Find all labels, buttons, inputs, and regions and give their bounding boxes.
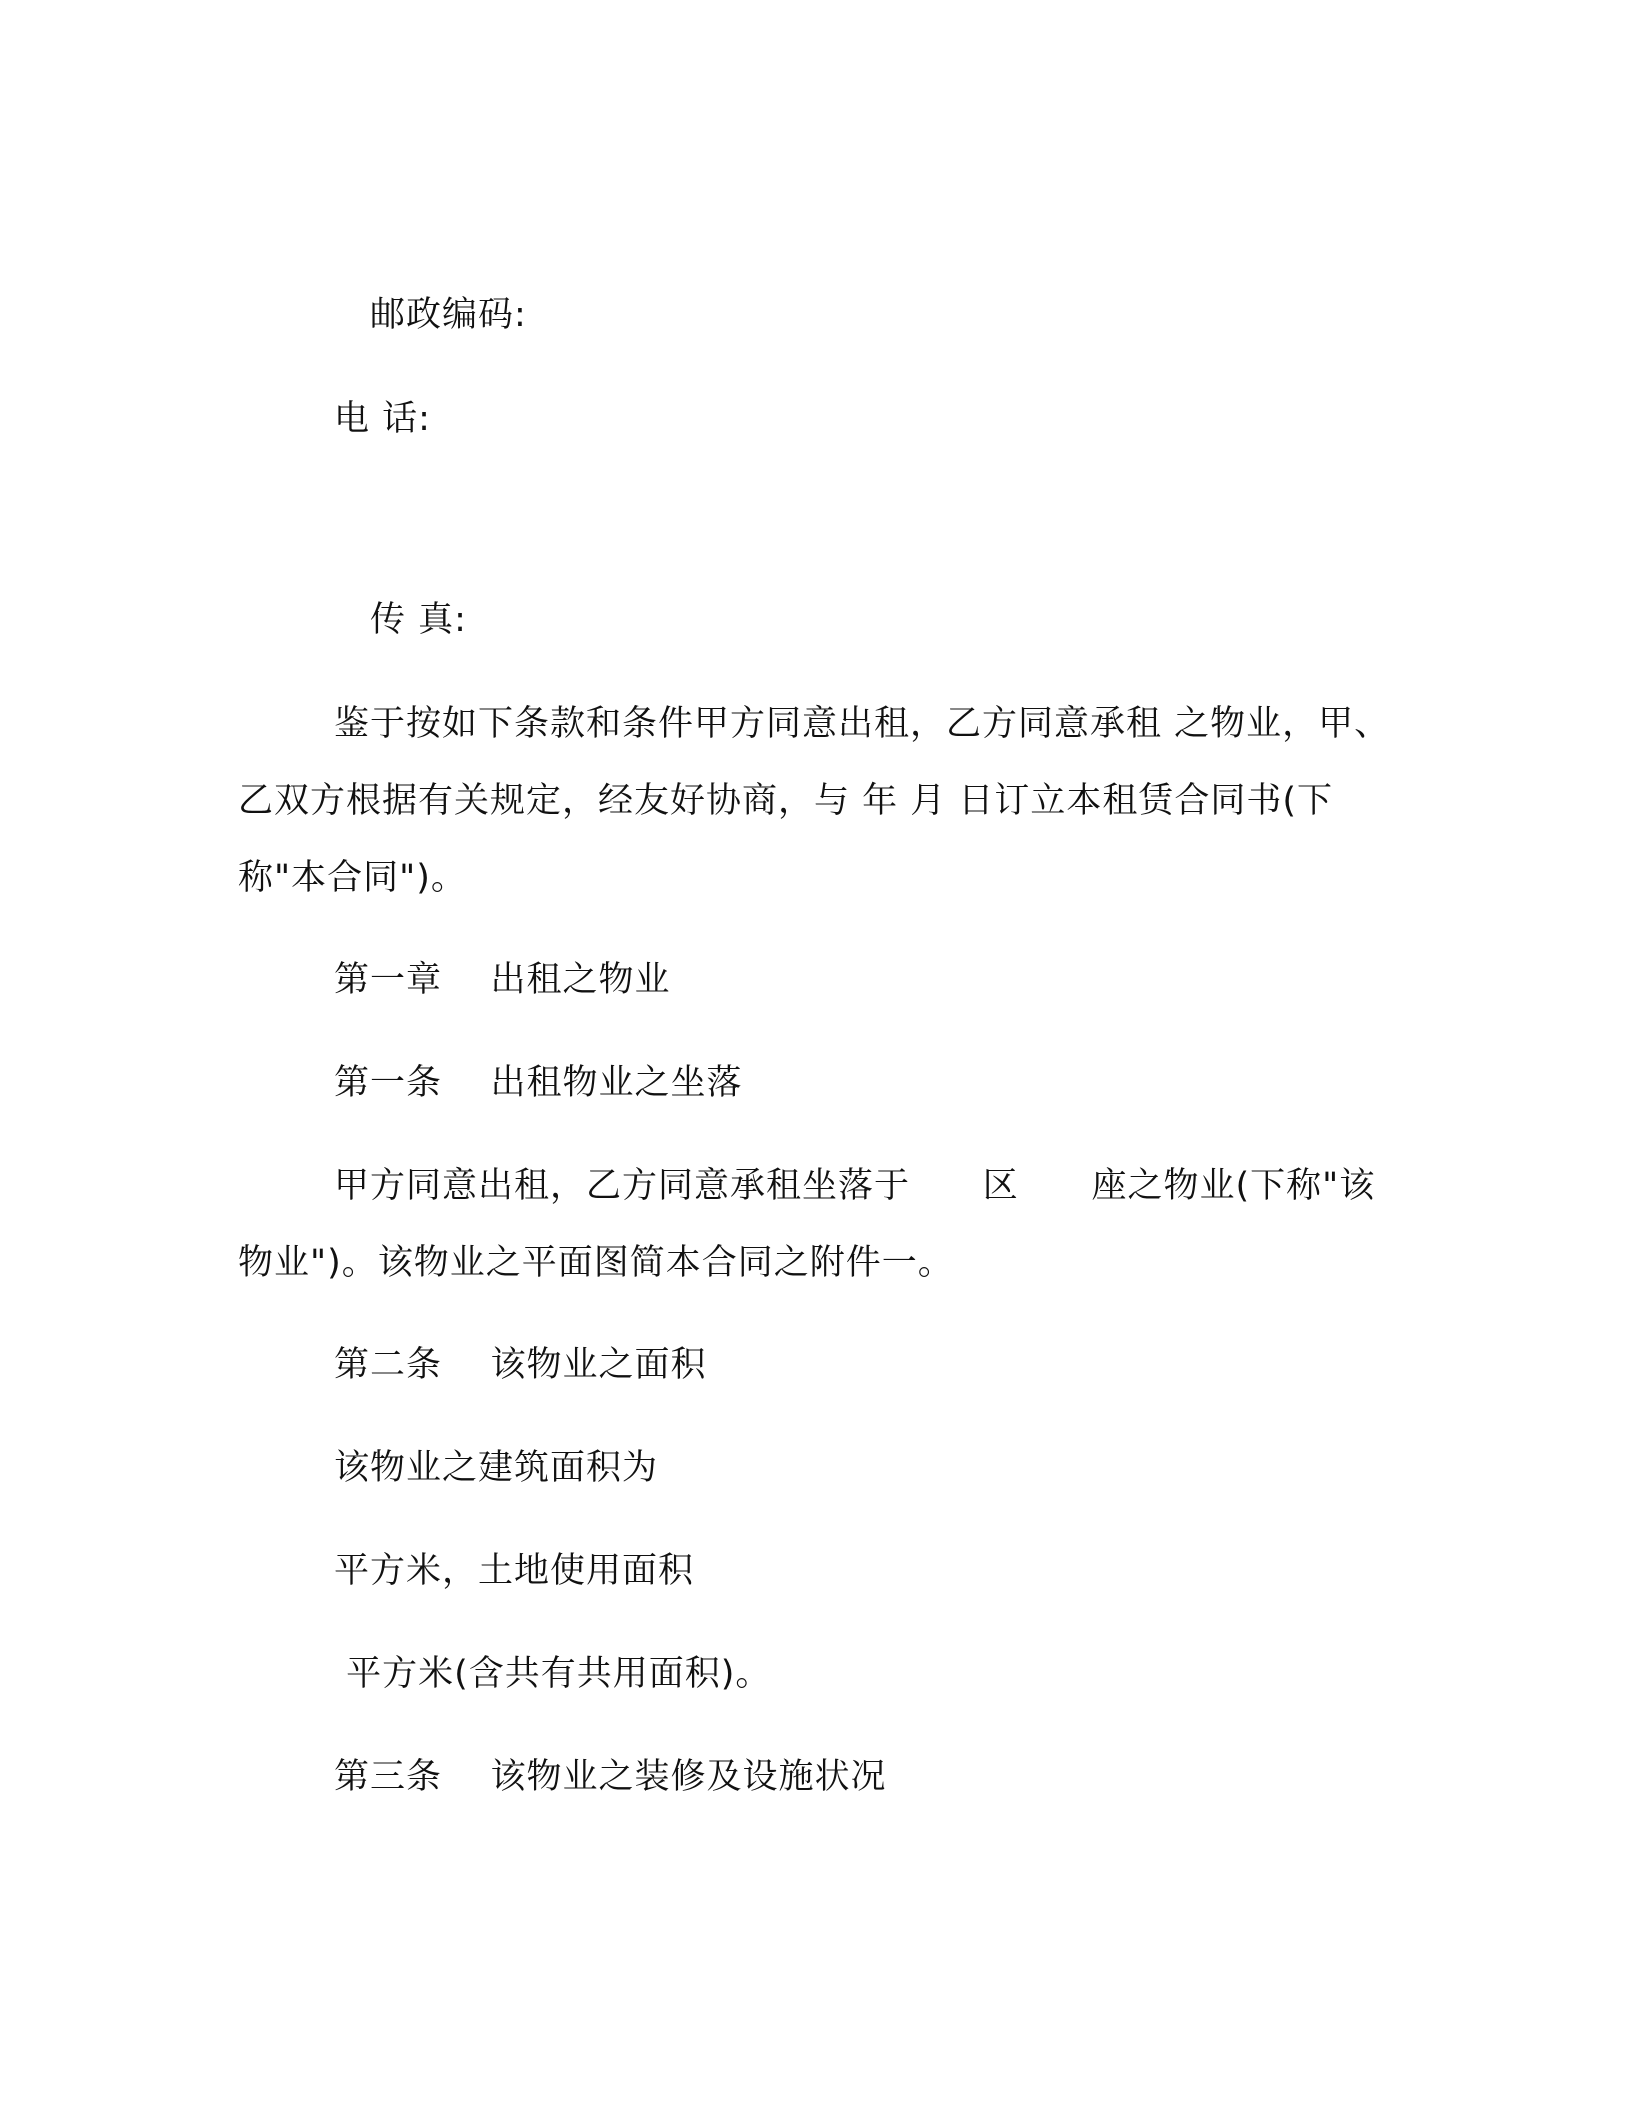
article-1-body-line-1: 甲方同意出租，乙方同意承租坐落于 区 座之物业(下称"该 [334, 1166, 1376, 1206]
preamble-line-2: 乙双方根据有关规定，经友好协商，与 年 月 日订立本租赁合同书(下 [238, 781, 1334, 821]
article-2-body-line-1: 该物业之建筑面积为 [334, 1448, 659, 1488]
article-2-body-line-3: 平方米(含共有共用面积)。 [334, 1654, 772, 1694]
article-3-title: 第三条 该物业之装修及设施状况 [334, 1757, 887, 1797]
preamble-line-3: 称"本合同")。 [238, 858, 467, 898]
article-2-body-line-2: 平方米，土地使用面积 [334, 1551, 695, 1591]
preamble-line-1: 鉴于按如下条款和条件甲方同意出租，乙方同意承租 之物业，甲、 [334, 704, 1391, 744]
postal-code-label: 邮政编码: [370, 295, 527, 335]
article-1-title: 第一条 出租物业之坐落 [334, 1063, 743, 1103]
chapter-1-title: 第一章 出租之物业 [334, 960, 671, 1000]
article-2-title: 第二条 该物业之面积 [334, 1345, 707, 1385]
fax-label: 传 真: [370, 600, 467, 640]
phone-label: 电 话: [334, 399, 431, 439]
article-1-body-line-2: 物业")。该物业之平面图简本合同之附件一。 [238, 1243, 954, 1283]
